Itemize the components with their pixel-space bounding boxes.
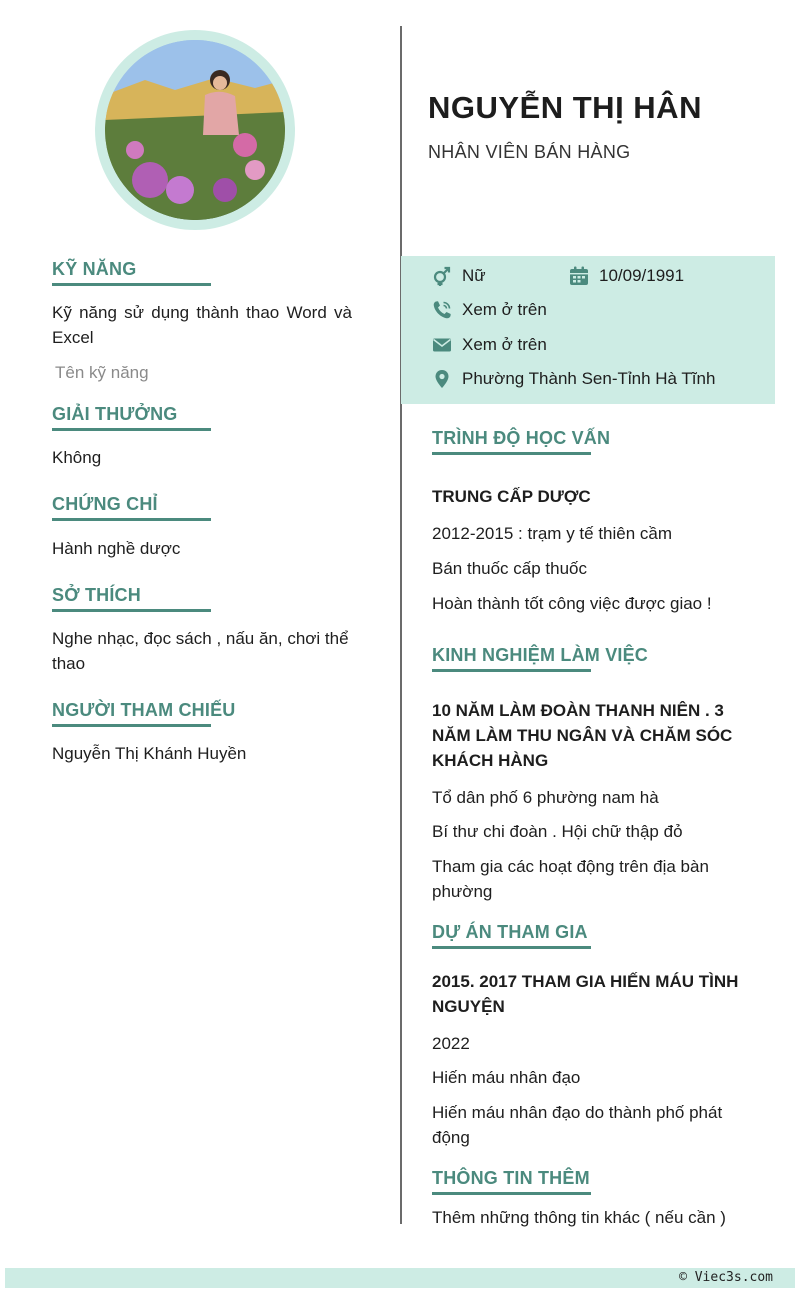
certificate-item: Hành nghề dược xyxy=(52,539,181,558)
experience-heading: 10 NĂM LÀM ĐOÀN THANH NIÊN . 3 NĂM LÀM THU NGÂN VÀ CHĂM SÓC KHÁCH HÀNG xyxy=(432,701,733,770)
certificates-title: CHỨNG CHỈ xyxy=(52,494,158,514)
education-line: Hoàn thành tốt công việc được giao ! xyxy=(432,594,712,613)
photo-illustration xyxy=(105,40,285,220)
awards-underline xyxy=(52,428,211,431)
experience-line: Tổ dân phố 6 phường nam hà xyxy=(432,788,659,807)
skills-underline xyxy=(52,283,211,286)
footer-bar xyxy=(5,1268,795,1288)
skill-placeholder: Tên kỹ năng xyxy=(55,363,149,382)
projects-title: DỰ ÁN THAM GIA xyxy=(432,922,588,942)
phone-icon xyxy=(432,300,452,320)
extra-line: Thêm những thông tin khác ( nếu cần ) xyxy=(432,1208,726,1227)
experience-underline xyxy=(432,669,591,672)
calendar-icon xyxy=(569,266,589,286)
education-line: 2012-2015 : trạm y tế thiên cầm xyxy=(432,524,673,543)
hobbies-title: SỞ THÍCH xyxy=(52,585,141,605)
certificates-underline xyxy=(52,518,211,521)
email-value: Xem ở trên xyxy=(462,335,547,354)
extra-title: THÔNG TIN THÊM xyxy=(432,1168,590,1188)
email-icon xyxy=(432,335,452,355)
projects-line: Hiến máu nhân đạo do thành phố phát động xyxy=(432,1103,723,1147)
projects-line: Hiến máu nhân đạo xyxy=(432,1068,581,1087)
contact-email xyxy=(432,335,547,355)
projects-line: 2022 xyxy=(432,1034,470,1053)
skills-title: KỸ NĂNG xyxy=(52,259,137,279)
hobbies-underline xyxy=(52,609,211,612)
references-title: NGƯỜI THAM CHIẾU xyxy=(52,700,236,720)
references-underline xyxy=(52,724,211,727)
education-underline xyxy=(432,452,591,455)
education-title: TRÌNH ĐỘ HỌC VẤN xyxy=(432,428,611,448)
candidate-name: NGUYỄN THỊ HÂN xyxy=(428,90,702,125)
profile-photo xyxy=(105,40,285,220)
award-item: Không xyxy=(52,448,102,467)
experience-line: Tham gia các hoạt động trên địa bàn phường xyxy=(432,857,709,901)
education-line: Bán thuốc cấp thuốc xyxy=(432,559,588,578)
location-icon xyxy=(432,369,452,389)
address-value: Phường Thành Sen-Tỉnh Hà Tĩnh xyxy=(462,369,716,388)
phone-value: Xem ở trên xyxy=(462,300,547,319)
reference-item: Nguyễn Thị Khánh Huyền xyxy=(52,744,247,763)
birthdate-value: 10/09/1991 xyxy=(599,266,685,285)
skill-item: Kỹ năng sử dụng thành thao Word và Excel xyxy=(52,303,352,347)
gender-icon xyxy=(432,266,452,286)
hobby-item: Nghe nhạc, đọc sách , nấu ăn, chơi thể thao xyxy=(52,629,349,673)
contact-birthdate xyxy=(569,266,684,286)
experience-line: Bí thư chi đoàn . Hội chữ thập đỏ xyxy=(432,822,683,841)
contact-box xyxy=(401,256,775,404)
candidate-role: NHÂN VIÊN BÁN HÀNG xyxy=(428,142,631,162)
contact-gender xyxy=(432,266,486,286)
extra-underline xyxy=(432,1192,591,1195)
experience-title: KINH NGHIỆM LÀM VIỆC xyxy=(432,645,649,665)
contact-phone xyxy=(432,300,547,320)
projects-underline xyxy=(432,946,591,949)
awards-title: GIẢI THƯỞNG xyxy=(52,404,178,424)
education-heading: TRUNG CẤP DƯỢC xyxy=(432,487,591,506)
projects-heading: 2015. 2017 THAM GIA HIẾN MÁU TÌNH NGUYỆN xyxy=(432,972,739,1016)
footer-credit[interactable]: © Viec3s.com xyxy=(679,1270,773,1285)
gender-value: Nữ xyxy=(462,266,486,285)
contact-address xyxy=(432,369,715,389)
column-divider xyxy=(400,26,402,1224)
avatar xyxy=(95,30,295,230)
